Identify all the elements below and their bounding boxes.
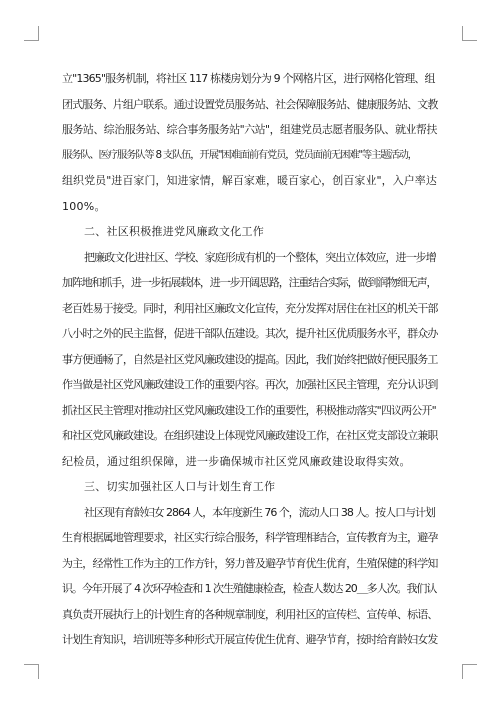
text-line: 计划生育知识，培训班等多种形式开展宣传优生优育、避孕节育，按时给育龄妇女发 — [62, 633, 438, 646]
text-line: 和社区党风廉政建设。在组织建设上体现党风廉政建设工作，在社区党支部设立兼职 — [62, 429, 438, 442]
text-line: 抓社区民主管理对推动社区党风廉政建设工作的重要性，积极推动落实"四议两公开" — [62, 403, 436, 417]
text-line: 老百姓易于接受。同时，利用社区廉政文化宣传，充分发挥对居住在社区的机关干部 — [62, 301, 438, 315]
text-line: 把廉政文化进社区、学校、家庭形成有机的一个整体，突出立体效应，进一步增 — [84, 250, 436, 264]
text-line: 纪检员，通过组织保障，进一步确保城市社区党风廉政建设取得实效。 — [62, 454, 411, 468]
crop-mark-top-right — [462, 26, 477, 41]
text-line: 立"1365"服务机制，将社区 117 栋楼房划分为 9 个网格片区，进行网格化管理、组 — [62, 72, 435, 85]
text-line: 加阵地和抓手，进一步拓展载体，进一步开阔思路，注重结合实际，做到润物细无声， — [62, 276, 437, 289]
text-line: 三、切实加强社区人口与计划生育工作 — [84, 480, 276, 493]
text-line: 团式服务、片组户联系。通过设置党员服务站、社会保障服务站、健康服务站、文教 — [62, 97, 438, 111]
text-line: 组织党员"进百家门，知进家情，解百家难，暖百家心，创百家业"，入户率达 — [62, 174, 437, 187]
text-line: 识。今年开展了 4 次环孕检查和 1 次生殖健康检查，检查人数达 20＿多人次。我们认 — [62, 582, 437, 595]
text-line: 真负责开展执行上的计划生育的各种规章制度，利用社区的宣传栏、宣传单、标语、 — [62, 607, 438, 621]
text-line: 为主，经常性工作为主的工作方针，努力普及避孕节育优生优育，生殖保健的科学知 — [62, 556, 438, 570]
text-line: 八小时之外的民主监督，促进干部队伍建设。其次，提升社区优质服务水平，群众办 — [62, 327, 438, 340]
text-line: 事方便通畅了，自然是社区党风廉政建设的提高。因此，我们始终把做好便民服务工 — [62, 352, 438, 366]
text-line: 服务站、综治服务站、综合事务服务站"六站"，组建党员志愿者服务队、就业帮扶 — [62, 123, 437, 136]
crop-mark-bottom-right — [462, 664, 477, 679]
text-line: 二、社区积极推进党风廉政文化工作 — [84, 225, 264, 238]
document-body — [62, 66, 438, 653]
text-line: 生育根据属地管理要求，社区实行综合服务，科学管理相结合，宣传教育为主，避孕 — [62, 531, 438, 544]
text-line: 服务队、医疗服务队等 8 支队伍，开展"困难面前有党员，党员面前无困难"等主题活动， — [62, 148, 417, 161]
text-line: 作当做是社区党风廉政建设工作的重要内容。再次，加强社区民主管理，充分认识到 — [62, 378, 438, 391]
crop-mark-top-left — [24, 26, 39, 41]
crop-mark-bottom-left — [24, 664, 39, 679]
text-line: 100%。 — [62, 199, 106, 213]
text-line: 社区现有育龄妇女 2864 人，本年度新生 76 个，流动人口 38 人。按人口与计划 — [84, 505, 435, 519]
